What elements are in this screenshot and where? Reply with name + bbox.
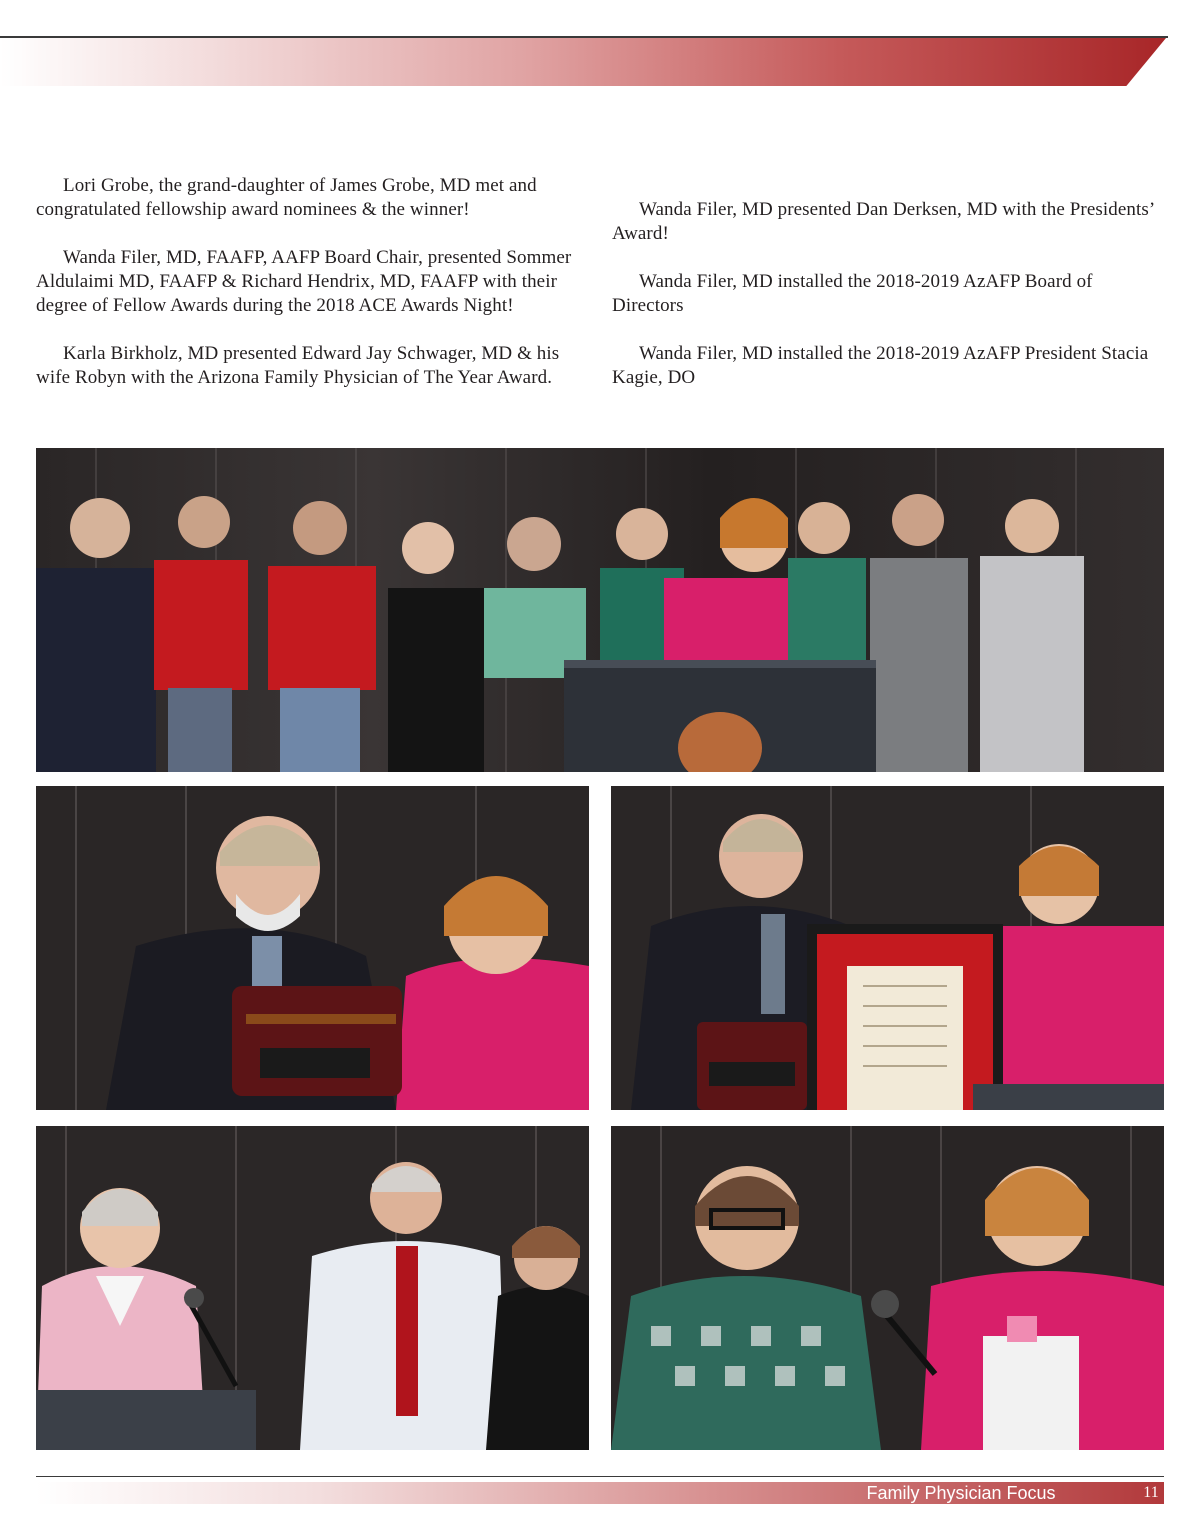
photo-board-swearing-in bbox=[36, 448, 1164, 772]
photo-gavel-award bbox=[36, 786, 589, 1110]
article-right-column bbox=[612, 198, 1164, 414]
paragraph-fellow-awards: Wanda Filer, MD, FAAFP, AAFP Board Chair, presented Sommer Aldulaimi MD, FAAFP & Richard Hendrix, MD, FAAFP with their degree of Fellow Awards during the 2018 ACE Awards Night! bbox=[36, 247, 572, 316]
photo-framed-certificate bbox=[611, 786, 1164, 1110]
footer-rule bbox=[36, 1476, 1164, 1477]
paragraph-president-installation: Wanda Filer, MD installed the 2018-2019 AzAFP President Stacia Kagie, DO bbox=[612, 343, 1149, 388]
paragraph-presidents-award: Wanda Filer, MD presented Dan Derksen, MD with the Presidents’ Award! bbox=[612, 199, 1154, 244]
paragraph-board-installation: Wanda Filer, MD installed the 2018-2019 AzAFP Board of Directors bbox=[612, 271, 1093, 316]
article-left-column bbox=[36, 174, 592, 414]
footer-publication-title: Family Physician Focus bbox=[866, 1483, 1056, 1503]
photo-president-installation bbox=[611, 1126, 1164, 1450]
paragraph-lori-grobe: Lori Grobe, the grand-daughter of James Grobe, MD met and congratulated fellowship award nominees & the winner! bbox=[36, 175, 537, 220]
page-number: 11 bbox=[1143, 1484, 1159, 1501]
header-rule bbox=[0, 36, 1168, 38]
paragraph-physician-of-year: Karla Birkholz, MD presented Edward Jay Schwager, MD & his wife Robyn with the Arizona Family Physician of The Year Award. bbox=[36, 343, 560, 388]
photo-presidents-award bbox=[36, 1126, 589, 1450]
header-gradient-band bbox=[0, 38, 1166, 86]
